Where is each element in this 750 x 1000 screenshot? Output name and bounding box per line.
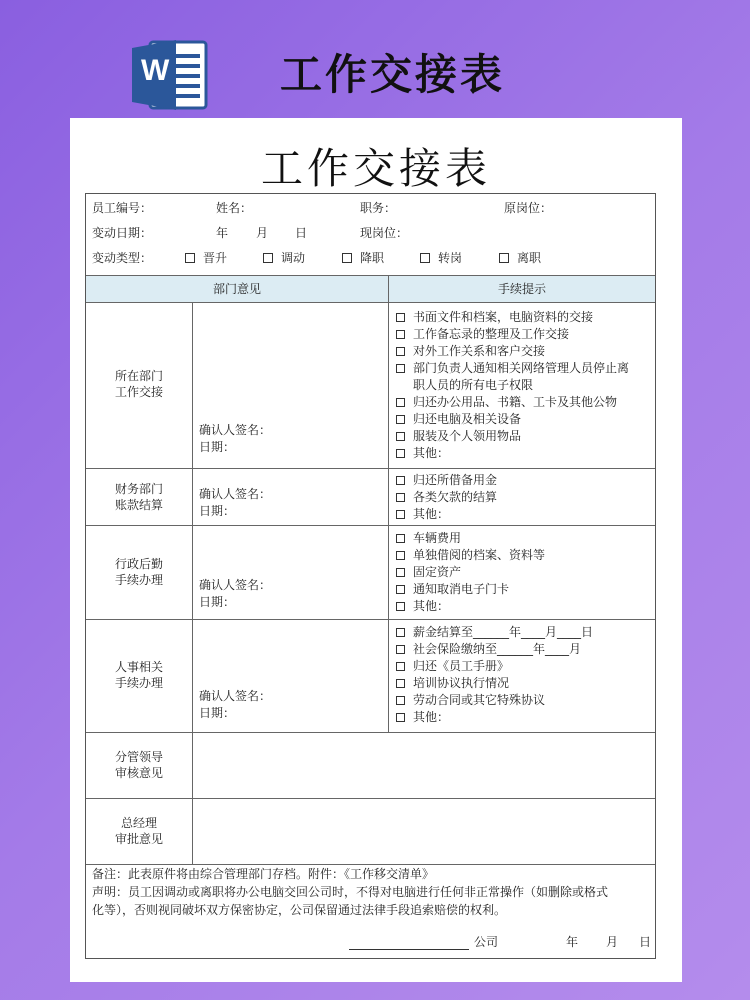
list-item: 服装及个人领用物品: [396, 428, 521, 445]
list-item-continuation: 职人员的所有电子权限: [413, 378, 534, 392]
list-item: 单独借阅的档案、资料等: [396, 547, 545, 564]
list-item: 归还所借备用金: [396, 472, 497, 489]
list-item: 归还办公用品、书籍、工卡及其他公物: [396, 394, 617, 411]
divider: [86, 864, 655, 865]
signature-block: [199, 688, 271, 722]
document-page: [70, 118, 682, 982]
signature-label: 确认人签名：: [199, 487, 272, 501]
document-title: 工作交接表: [260, 144, 491, 193]
divider: [86, 302, 655, 303]
statement-line-1: 声明：员工因调动或离职将办公电脑交回公司时，不得对电脑进行任何非正常操作（如删除或格式: [92, 885, 609, 899]
type-transfer: 调动: [281, 251, 306, 265]
checkbox-post-change[interactable]: [420, 253, 430, 263]
review-label-line: 分管领导: [114, 750, 163, 764]
list-item: 薪金结算至______年____月____日: [396, 624, 593, 641]
checkbox[interactable]: [396, 551, 405, 560]
checkbox-demotion[interactable]: [342, 253, 352, 263]
signature-label: 确认人签名：: [199, 423, 272, 437]
section-label-line: 人事相关: [114, 660, 163, 674]
section-hr-label: [86, 659, 192, 691]
checkbox[interactable]: [396, 493, 405, 502]
checkbox-resignation[interactable]: [499, 253, 509, 263]
review-label: [86, 749, 192, 781]
section-label-line: 工作交接: [114, 385, 163, 399]
date-label: 日期：: [199, 504, 236, 518]
list-item: 其他：: [396, 598, 449, 615]
footer-day: 日: [639, 935, 652, 949]
position-label: 职务：: [360, 201, 397, 215]
approve-label-line: 总经理: [120, 816, 157, 830]
checkbox[interactable]: [396, 415, 405, 424]
section-label-line: 财务部门: [114, 482, 163, 496]
section-label-line: 账款结算: [114, 498, 163, 512]
header-procedure-tips: 手续提示: [497, 282, 546, 296]
list-item: 书面文件和档案，电脑资料的交接: [396, 309, 593, 326]
word-icon-letter: W: [141, 54, 170, 87]
company-signature-line: [349, 949, 469, 950]
signature-label: 确认人签名：: [199, 578, 272, 592]
section-label-line: 手续办理: [114, 676, 163, 690]
checkbox[interactable]: [396, 602, 405, 611]
checkbox[interactable]: [396, 476, 405, 485]
statement-line-2: 化等），否则视同破坏双方保密协定，公司保留通过法律手段追索赔偿的权利。: [92, 903, 507, 917]
section-label-line: 所在部门: [114, 369, 163, 383]
checkbox[interactable]: [396, 364, 405, 373]
divider: [86, 732, 655, 733]
divider: [192, 302, 193, 864]
name-label: 姓名：: [216, 201, 253, 215]
date-label: 日期：: [199, 706, 236, 720]
checkbox[interactable]: [396, 398, 405, 407]
type-promotion: 晋升: [203, 251, 228, 265]
approve-label-line: 审批意见: [114, 832, 163, 846]
list-item: 归还电脑及相关设备: [396, 411, 521, 428]
change-type-label: 变动类型：: [92, 251, 153, 265]
list-item: 社会保险缴纳至______年____月: [396, 641, 581, 658]
checkbox[interactable]: [396, 330, 405, 339]
date-label: 日期：: [199, 440, 236, 454]
type-post-change: 转岗: [438, 251, 463, 265]
divider: [86, 525, 655, 526]
checkbox[interactable]: [396, 628, 405, 637]
header-banner: [0, 0, 750, 118]
type-resignation: 离职: [517, 251, 542, 265]
list-item: 通知取消电子门卡: [396, 581, 509, 598]
checkbox[interactable]: [396, 449, 405, 458]
checkbox[interactable]: [396, 347, 405, 356]
checkbox[interactable]: [396, 645, 405, 654]
section-dept-handover-label: [86, 368, 192, 400]
divider: [86, 275, 655, 276]
date-day: 日: [295, 226, 308, 240]
orig-post-label: 原岗位：: [504, 201, 553, 215]
employee-no-label: 员工编号：: [92, 201, 153, 215]
checkbox-promotion[interactable]: [185, 253, 195, 263]
list-item: 固定资产: [396, 564, 461, 581]
section-admin-label: [86, 556, 192, 588]
list-item: 部门负责人通知相关网络管理人员停止离: [396, 360, 629, 377]
signature-block: [199, 486, 271, 520]
signature-block: [199, 422, 271, 456]
list-item: 对外工作关系和客户交接: [396, 343, 545, 360]
divider: [86, 619, 655, 620]
signature-block: [199, 577, 271, 611]
company-label: 公司: [474, 935, 499, 949]
review-label-line: 审核意见: [114, 766, 163, 780]
list-item: 车辆费用: [396, 530, 461, 547]
remark-note: 备注：此表原件将由综合管理部门存档。附件：《工作移交清单》: [92, 867, 435, 881]
change-date-label: 变动日期：: [92, 226, 153, 240]
checkbox[interactable]: [396, 313, 405, 322]
list-item: 工作备忘录的整理及工作交接: [396, 326, 569, 343]
current-post-label: 现岗位：: [360, 226, 409, 240]
checkbox[interactable]: [396, 510, 405, 519]
section-finance-label: [86, 481, 192, 513]
section-label-line: 手续办理: [114, 573, 163, 587]
divider: [86, 468, 655, 469]
list-item: 劳动合同或其它特殊协议: [396, 692, 545, 709]
list-item: 其他：: [396, 709, 449, 726]
checkbox[interactable]: [396, 585, 405, 594]
list-item: 归还《员工手册》: [396, 658, 509, 675]
header-dept-opinion: 部门意见: [212, 282, 261, 296]
header-title: 工作交接表: [280, 50, 506, 99]
checkbox[interactable]: [396, 662, 405, 671]
footer-year: 年: [566, 935, 579, 949]
type-demotion: 降职: [360, 251, 385, 265]
divider: [388, 276, 389, 732]
divider: [86, 798, 655, 799]
list-item: 培训协议执行情况: [396, 675, 509, 692]
handover-form: [85, 193, 656, 959]
checkbox[interactable]: [396, 568, 405, 577]
list-item: 其他：: [396, 445, 449, 462]
checkbox[interactable]: [396, 713, 405, 722]
checkbox[interactable]: [396, 696, 405, 705]
checkbox[interactable]: [396, 432, 405, 441]
date-label: 日期：: [199, 595, 236, 609]
checkbox[interactable]: [396, 679, 405, 688]
footer-month: 月: [606, 935, 619, 949]
date-year: 年: [216, 226, 229, 240]
checkbox-transfer[interactable]: [263, 253, 273, 263]
list-item: 各类欠款的结算: [396, 489, 497, 506]
signature-label: 确认人签名：: [199, 689, 272, 703]
approve-label: [86, 815, 192, 847]
section-label-line: 行政后勤: [114, 557, 163, 571]
date-month: 月: [256, 226, 269, 240]
checkbox[interactable]: [396, 534, 405, 543]
list-item: 其他：: [396, 506, 449, 523]
